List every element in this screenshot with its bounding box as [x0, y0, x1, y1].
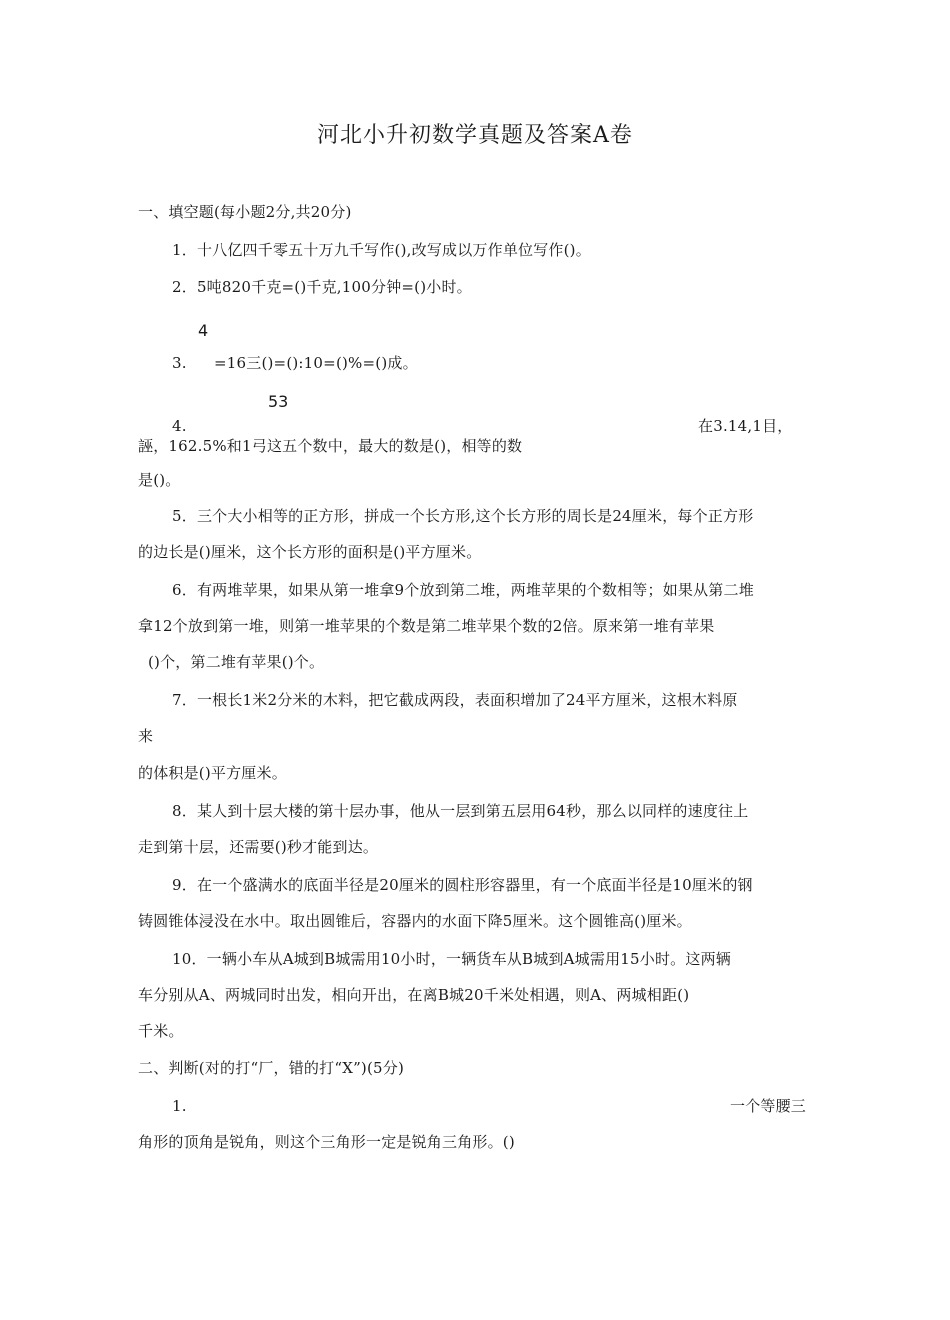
- section2-header: 二、判断(对的打“厂，错的打“X”)(5分): [138, 1059, 405, 1077]
- question-4-line2: 誣，162.5%和1弓这五个数中，最大的数是()，相等的数: [138, 437, 523, 455]
- question-4-right: 在3.14,1目，: [698, 417, 793, 435]
- question-10-line2: 车分别从A、两城同时出发，相向开出，在离B城20千米处相遇，则A、两城相距(): [138, 986, 690, 1004]
- section1-header: 一、填空题(每小题2分,共20分): [138, 203, 352, 221]
- question-4-numerator: 53: [268, 392, 289, 411]
- question-3-numerator: 4: [198, 321, 209, 340]
- question-10-line3: 千米。: [138, 1022, 184, 1040]
- question-5-line2: 的边长是()厘米，这个长方形的面积是()平方厘米。: [138, 543, 482, 561]
- judgment-1-line2: 角形的顶角是锐角，则这个三角形一定是锐角三角形。(): [138, 1133, 515, 1151]
- question-7-line2: 来: [138, 727, 154, 745]
- question-4-label: 4.: [172, 417, 187, 435]
- question-6-line1: 6．有两堆苹果，如果从第一堆拿9个放到第二堆，两堆苹果的个数相等；如果从第二堆: [172, 581, 754, 599]
- question-5-line1: 5．三个大小相等的正方形，拼成一个长方形,这个长方形的周长是24厘米，每个正方形: [172, 507, 754, 525]
- judgment-1-right: 一个等腰三: [730, 1097, 807, 1115]
- question-4-line3: 是()。: [138, 471, 181, 489]
- question-8-line2: 走到第十层，还需要()秒才能到达。: [138, 838, 379, 856]
- question-3-label: 3.: [172, 354, 187, 372]
- question-8-line1: 8．某人到十层大楼的第十层办事，他从一层到第五层用64秒，那么以同样的速度往上: [172, 802, 749, 820]
- question-6-line3: ()个，第二堆有苹果()个。: [148, 653, 325, 671]
- judgment-1-label: 1.: [172, 1097, 187, 1115]
- question-7-line1: 7．一根长1米2分米的木料，把它截成两段，表面积增加了24平方厘米，这根木料原: [172, 691, 738, 709]
- question-1: 1．十八亿四千零五十万九千写作(),改写成以万作单位写作()。: [172, 241, 591, 259]
- question-3-text: =16三()=():10=()%=()成。: [214, 354, 418, 372]
- question-6-line2: 拿12个放到第一堆，则第一堆苹果的个数是第二堆苹果个数的2倍。原来第一堆有苹果: [138, 617, 715, 635]
- question-7-line3: 的体积是()平方厘米。: [138, 764, 287, 782]
- question-9-line2: 铸圆锥体浸没在水中。取出圆锥后，容器内的水面下降5厘米。这个圆锥高()厘米。: [138, 912, 692, 930]
- question-2: 2．5吨820千克=()千克,100分钟=()小时。: [172, 278, 472, 296]
- question-10-line1: 10．一辆小车从A城到B城需用10小时，一辆货车从B城到A城需用15小时。这两辆: [172, 950, 731, 968]
- question-9-line1: 9．在一个盛满水的底面半径是20厘米的圆柱形容器里，有一个底面半径是10厘米的钢: [172, 876, 753, 894]
- document-title: 河北小升初数学真题及答案A卷: [317, 123, 633, 148]
